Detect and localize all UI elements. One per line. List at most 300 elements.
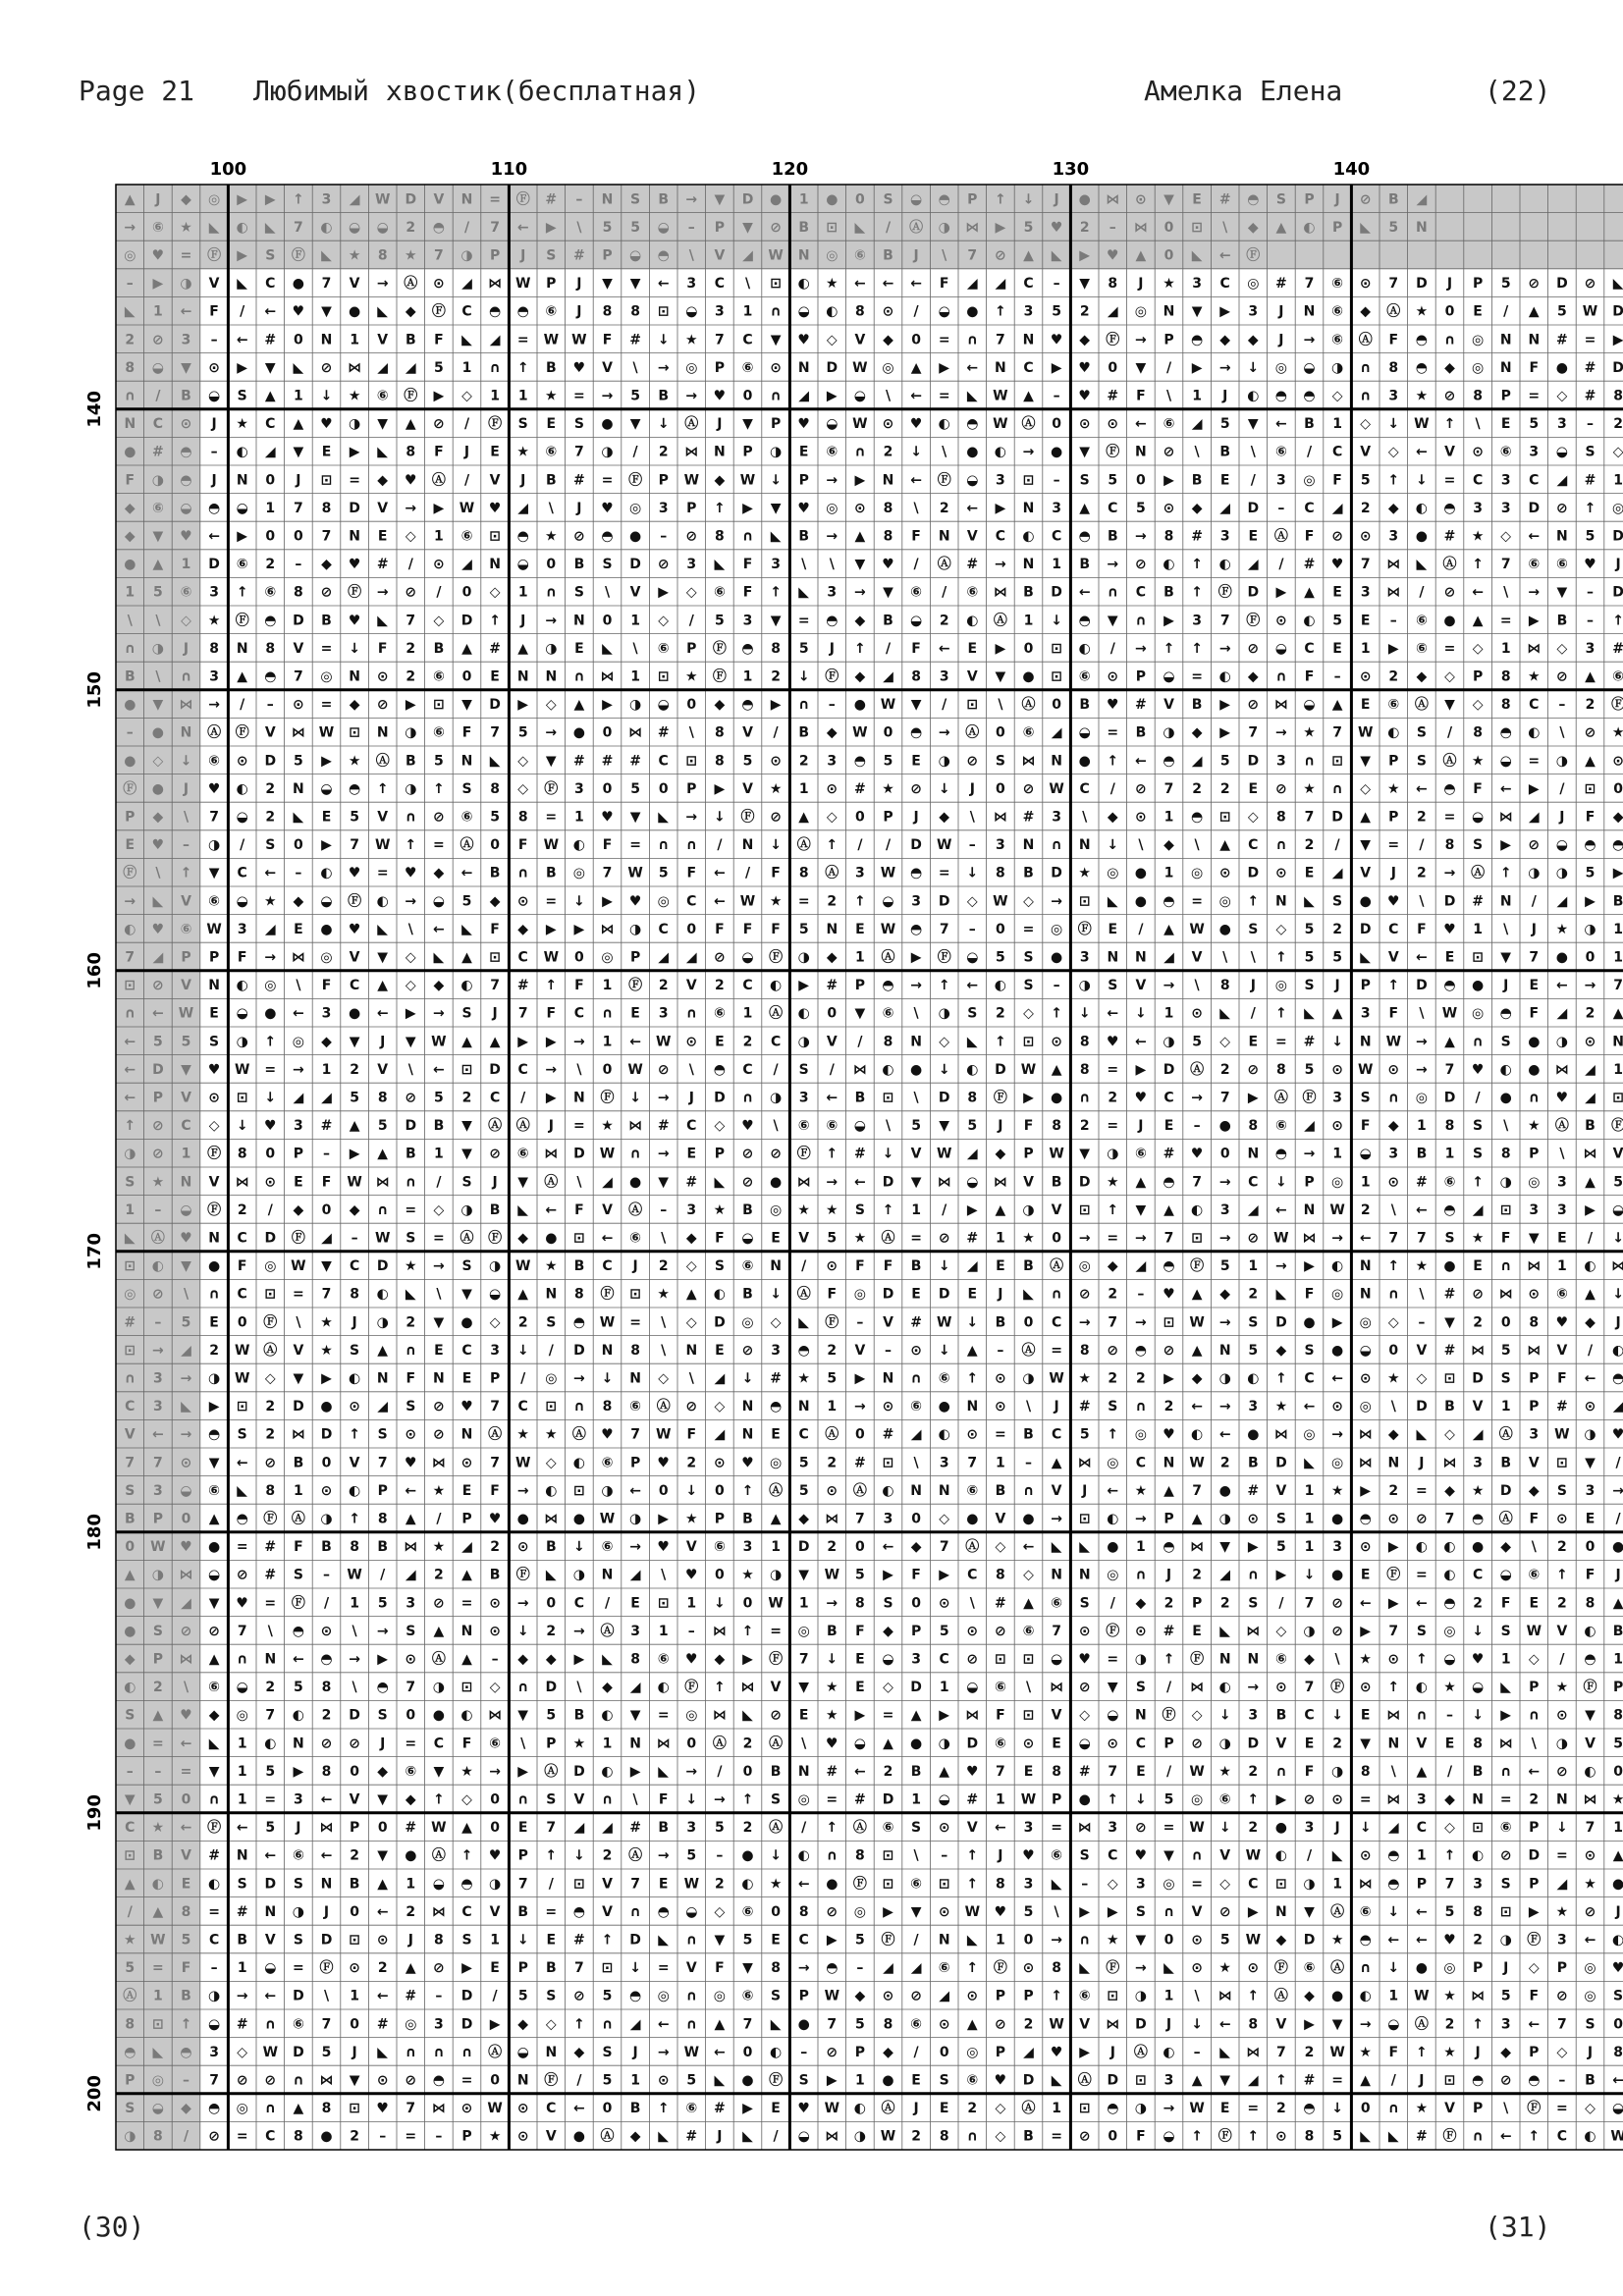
stitch-symbol: 7 <box>1192 1483 1202 1499</box>
stitch-symbol: ◢ <box>967 276 978 292</box>
stitch-symbol: ▶ <box>517 1764 528 1780</box>
stitch-symbol: ● <box>152 725 164 741</box>
stitch-symbol: ⊙ <box>883 1989 894 2004</box>
stitch-symbol: ↑ <box>1163 1652 1175 1668</box>
stitch-symbol: ▲ <box>1052 1062 1062 1078</box>
stitch-symbol: ◓ <box>320 1652 332 1668</box>
stitch-symbol: W <box>768 1595 783 1611</box>
stitch-symbol: ▲ <box>1136 248 1147 264</box>
stitch-symbol: / <box>1532 893 1538 909</box>
stitch-symbol: ▶ <box>798 978 809 993</box>
stitch-symbol: ◐ <box>1584 2129 1596 2145</box>
stitch-symbol: # <box>1472 893 1484 909</box>
stitch-symbol: ▲ <box>517 641 528 657</box>
stitch-symbol: ◆ <box>1108 810 1118 826</box>
stitch-symbol: ♥ <box>1472 1652 1485 1668</box>
stitch-symbol: ◓ <box>1079 529 1091 545</box>
stitch-symbol: ◐ <box>1303 613 1315 628</box>
stitch-symbol: ◎ <box>237 2101 248 2116</box>
stitch-symbol: 2 <box>1108 1287 1117 1303</box>
stitch-symbol: B <box>1585 2073 1596 2089</box>
stitch-symbol: P <box>1361 978 1371 993</box>
stitch-symbol: P <box>686 641 696 657</box>
row-number: 190 <box>84 1794 105 1832</box>
stitch-symbol: – <box>969 922 976 937</box>
stitch-symbol: ★ <box>208 613 221 628</box>
stitch-symbol: ● <box>405 1848 416 1864</box>
stitch-symbol: C <box>742 1062 752 1078</box>
stitch-symbol: ⊙ <box>181 416 192 432</box>
stitch-symbol: ◑ <box>460 248 472 264</box>
stitch-symbol: P <box>1192 1595 1202 1611</box>
stitch-symbol: ◒ <box>264 1960 276 1976</box>
stitch-symbol: → <box>377 1624 389 1639</box>
stitch-symbol: ★ <box>1135 1483 1148 1499</box>
stitch-symbol: 1 <box>350 332 359 347</box>
stitch-symbol: ▲ <box>406 416 416 432</box>
stitch-symbol: ⊡ <box>489 950 501 966</box>
stitch-symbol: C <box>546 2101 556 2116</box>
stitch-symbol: 2 <box>265 557 275 572</box>
overlap-cell <box>1576 185 1604 213</box>
stitch-symbol: ▼ <box>153 1595 164 1611</box>
stitch-symbol: / <box>1503 304 1509 320</box>
stitch-symbol: # <box>966 1231 978 1247</box>
stitch-symbol: ◆ <box>1248 332 1259 347</box>
stitch-symbol: B <box>1163 585 1174 601</box>
stitch-symbol: ⊡ <box>629 1287 641 1303</box>
stitch-symbol: Ⓐ <box>488 2044 502 2060</box>
stitch-symbol: ⊘ <box>995 1624 1006 1639</box>
stitch-symbol: S <box>1080 1848 1090 1864</box>
stitch-symbol: ▲ <box>377 1147 388 1162</box>
stitch-symbol: ◆ <box>1444 1483 1455 1499</box>
stitch-symbol: ▲ <box>377 1876 388 1892</box>
stitch-symbol: ⊡ <box>461 1680 473 1695</box>
stitch-symbol: ▼ <box>1163 1848 1174 1864</box>
stitch-symbol: ♥ <box>320 416 333 432</box>
stitch-symbol: 1 <box>911 1202 921 1218</box>
stitch-symbol: ▼ <box>715 191 726 207</box>
stitch-symbol: S <box>461 1933 471 1949</box>
stitch-symbol: 2 <box>265 1399 275 1415</box>
stitch-symbol: 3 <box>1529 1427 1539 1443</box>
stitch-symbol: S <box>265 837 275 853</box>
stitch-symbol: B <box>1023 585 1034 601</box>
stitch-symbol: ★ <box>1331 1933 1344 1949</box>
stitch-symbol: C <box>125 1399 135 1415</box>
stitch-symbol: N <box>181 725 192 741</box>
stitch-symbol: ◓ <box>1387 1848 1399 1864</box>
stitch-symbol: F <box>603 837 613 853</box>
stitch-symbol: ∩ <box>910 1371 921 1387</box>
stitch-symbol: ← <box>377 1989 389 2004</box>
stitch-symbol: W <box>1414 1989 1429 2004</box>
stitch-symbol: ↑ <box>966 1848 978 1864</box>
stitch-symbol: ↑ <box>826 1147 838 1162</box>
stitch-symbol: 0 <box>1052 1231 1061 1247</box>
stitch-symbol: ▶ <box>237 360 247 376</box>
stitch-symbol: ⊡ <box>658 669 670 685</box>
stitch-symbol: # <box>573 248 585 264</box>
stitch-symbol: ↑ <box>854 641 866 657</box>
stitch-symbol: ◐ <box>770 2045 782 2060</box>
stitch-symbol: S <box>911 1820 921 1836</box>
stitch-symbol: ◇ <box>827 810 838 826</box>
stitch-symbol: ▼ <box>798 1568 809 1583</box>
stitch-symbol: 0 <box>771 1904 781 1920</box>
stitch-symbol: ▲ <box>1136 1174 1147 1190</box>
stitch-symbol: D <box>489 697 501 713</box>
stitch-symbol: ♥ <box>1107 248 1119 264</box>
stitch-symbol: B <box>658 389 669 404</box>
stitch-symbol: → <box>1135 1960 1147 1976</box>
stitch-symbol: ★ <box>826 1708 839 1724</box>
stitch-symbol: ▲ <box>461 1568 472 1583</box>
stitch-symbol: ⋈ <box>432 1455 446 1470</box>
stitch-symbol: 7 <box>855 1512 865 1527</box>
stitch-symbol: ⊘ <box>1135 781 1147 797</box>
stitch-symbol: V <box>1052 1708 1062 1724</box>
stitch-symbol: B <box>546 866 557 881</box>
stitch-symbol: ▶ <box>658 1512 669 1527</box>
stitch-symbol: ← <box>573 2101 585 2116</box>
stitch-symbol: 8 <box>378 1512 388 1527</box>
stitch-symbol: ◆ <box>517 1652 528 1668</box>
stitch-symbol: ♥ <box>714 389 727 404</box>
stitch-symbol: Ⓐ <box>1190 1061 1204 1078</box>
stitch-symbol: 8 <box>1276 1062 1286 1078</box>
stitch-symbol: 3 <box>1361 585 1371 601</box>
stitch-symbol: ♥ <box>1078 389 1091 404</box>
stitch-symbol: ⑥ <box>826 1118 838 1134</box>
stitch-symbol: ⊘ <box>939 1231 950 1247</box>
stitch-symbol: ∩ <box>658 837 669 853</box>
stitch-symbol: P <box>153 1512 163 1527</box>
stitch-symbol: ⑥ <box>237 557 248 572</box>
stitch-symbol: ← <box>910 472 922 488</box>
stitch-symbol: ◆ <box>1276 1343 1287 1359</box>
stitch-symbol: ↑ <box>770 585 782 601</box>
stitch-symbol: ♥ <box>797 501 810 516</box>
stitch-symbol: ⋈ <box>1303 1231 1317 1247</box>
stitch-symbol: ▶ <box>321 837 332 853</box>
stitch-symbol: – <box>1109 220 1116 236</box>
stitch-symbol: N <box>377 1371 389 1387</box>
stitch-symbol: ⊙ <box>1079 416 1091 432</box>
stitch-symbol: ↓ <box>573 1848 585 1864</box>
stitch-symbol: B <box>1557 613 1568 628</box>
stitch-symbol: 1 <box>743 669 753 685</box>
stitch-symbol: ◣ <box>1360 2129 1371 2145</box>
stitch-symbol: ∩ <box>742 1091 753 1106</box>
stitch-symbol: ◒ <box>1107 1708 1118 1724</box>
stitch-symbol: 7 <box>1445 1062 1455 1078</box>
stitch-symbol: ⋈ <box>1527 1343 1541 1359</box>
stitch-symbol: ♥ <box>882 557 894 572</box>
stitch-symbol: 3 <box>1473 501 1483 516</box>
stitch-symbol: ▶ <box>434 389 445 404</box>
stitch-symbol: ◒ <box>320 781 332 797</box>
stitch-symbol: ← <box>1331 1371 1343 1387</box>
stitch-symbol: 0 <box>546 557 556 572</box>
footer-left-page: (30) <box>79 2211 144 2243</box>
stitch-symbol: Ⓕ <box>769 2072 783 2089</box>
stitch-symbol: = <box>658 1960 670 1976</box>
stitch-symbol: ⊘ <box>1079 1287 1091 1303</box>
stitch-symbol: F <box>1305 669 1315 685</box>
stitch-symbol: ↓ <box>966 866 978 881</box>
stitch-symbol: 8 <box>1248 1118 1258 1134</box>
overlap-cell <box>1576 240 1604 269</box>
stitch-symbol: ◒ <box>1443 1652 1455 1668</box>
stitch-symbol: V <box>350 1792 360 1808</box>
stitch-symbol: ▶ <box>1079 1904 1090 1920</box>
overlap-cell <box>1435 240 1464 269</box>
stitch-symbol: – <box>154 1764 161 1780</box>
stitch-symbol: ◑ <box>573 1568 585 1583</box>
stitch-symbol: ⊘ <box>1528 837 1540 853</box>
stitch-symbol: ▲ <box>1360 2073 1371 2089</box>
stitch-symbol: N <box>573 1091 585 1106</box>
stitch-symbol: ◢ <box>321 1231 332 1247</box>
stitch-symbol: \ <box>436 1287 442 1303</box>
stitch-symbol: ⋈ <box>1359 1427 1373 1443</box>
stitch-symbol: – <box>660 1202 667 1218</box>
stitch-symbol: 0 <box>743 2045 753 2060</box>
stitch-symbol: F <box>911 641 921 657</box>
stitch-symbol: ← <box>1528 529 1540 545</box>
stitch-symbol: ♥ <box>152 837 165 853</box>
stitch-symbol: ◣ <box>715 557 726 572</box>
stitch-symbol: F <box>238 1258 247 1274</box>
stitch-symbol: ⊘ <box>770 1147 782 1162</box>
stitch-symbol: ⋈ <box>1584 1792 1597 1808</box>
stitch-symbol: 0 <box>1052 416 1061 432</box>
stitch-symbol: → <box>124 893 135 909</box>
stitch-symbol: N <box>910 1034 922 1049</box>
stitch-symbol: ◐ <box>1387 725 1399 741</box>
stitch-symbol: ⋈ <box>1499 1287 1513 1303</box>
stitch-symbol: S <box>602 557 612 572</box>
stitch-symbol: ⊘ <box>742 1147 754 1162</box>
stitch-symbol: ⊙ <box>1219 866 1231 881</box>
stitch-symbol: ♥ <box>180 529 192 545</box>
stitch-symbol: 2 <box>827 1343 837 1359</box>
stitch-symbol: V <box>265 725 276 741</box>
stitch-symbol: Ⓐ <box>376 752 390 769</box>
stitch-symbol: ◇ <box>1023 1006 1034 1022</box>
stitch-symbol: ⊙ <box>1360 1539 1372 1555</box>
stitch-symbol: ◓ <box>1079 613 1091 628</box>
stitch-symbol: S <box>1023 950 1033 966</box>
stitch-symbol: ▶ <box>153 276 164 292</box>
stitch-symbol: / <box>1278 557 1284 572</box>
stitch-symbol: ● <box>124 753 135 769</box>
stitch-symbol: = <box>321 697 333 713</box>
stitch-symbol: ▼ <box>461 1147 472 1162</box>
stitch-symbol: \ <box>633 360 639 376</box>
stitch-symbol: 3 <box>434 2016 444 2032</box>
stitch-symbol: ◣ <box>125 1231 135 1247</box>
stitch-symbol: ◐ <box>1079 641 1091 657</box>
stitch-symbol: 8 <box>322 1764 332 1780</box>
stitch-symbol: D <box>1472 1371 1484 1387</box>
stitch-symbol: 1 <box>434 529 444 545</box>
stitch-symbol: / <box>1419 837 1425 853</box>
stitch-symbol: ⊙ <box>1191 1933 1203 1949</box>
stitch-symbol: W <box>431 1034 446 1049</box>
stitch-symbol: 3 <box>1388 1147 1398 1162</box>
stitch-symbol: ▶ <box>883 1904 893 1920</box>
stitch-symbol: ◒ <box>854 1735 866 1751</box>
stitch-symbol: C <box>350 1258 359 1274</box>
stitch-symbol: → <box>517 1483 529 1499</box>
stitch-symbol: F <box>434 332 444 347</box>
stitch-symbol: 7 <box>153 1455 163 1470</box>
stitch-symbol: 8 <box>125 2016 135 2032</box>
stitch-symbol: ● <box>1472 1539 1484 1555</box>
stitch-symbol: ↑ <box>181 2016 192 2032</box>
stitch-symbol: ▲ <box>1219 837 1230 853</box>
stitch-symbol: ◐ <box>854 2101 866 2116</box>
stitch-symbol: ▼ <box>996 669 1006 685</box>
stitch-symbol: E <box>911 2073 921 2089</box>
stitch-symbol: S <box>1248 1595 1258 1611</box>
stitch-symbol: ⊙ <box>939 1595 950 1611</box>
stitch-symbol: ◇ <box>209 1118 220 1134</box>
stitch-symbol: W <box>1329 1202 1344 1218</box>
stitch-symbol: F <box>209 304 219 320</box>
stitch-symbol: ▲ <box>461 641 472 657</box>
stitch-symbol: 3 <box>406 1595 415 1611</box>
stitch-symbol: ● <box>826 191 838 207</box>
stitch-symbol: \ <box>886 389 892 404</box>
stitch-symbol: ◐ <box>1584 1258 1596 1274</box>
stitch-symbol: ◐ <box>1163 557 1174 572</box>
stitch-symbol: 7 <box>1557 2016 1567 2032</box>
stitch-symbol: ↑ <box>517 360 529 376</box>
stitch-symbol: B <box>321 1539 332 1555</box>
stitch-symbol: ▲ <box>377 978 388 993</box>
stitch-symbol: ∩ <box>517 1680 528 1695</box>
stitch-symbol: ▼ <box>939 1118 949 1134</box>
stitch-symbol: ↑ <box>966 1960 978 1976</box>
stitch-symbol: E <box>771 1231 781 1247</box>
overlap-cell <box>1491 185 1520 213</box>
stitch-symbol: N <box>685 1343 697 1359</box>
stitch-symbol: ⊘ <box>658 1062 670 1078</box>
stitch-symbol: ◑ <box>629 697 641 713</box>
stitch-symbol: # <box>1107 389 1118 404</box>
stitch-symbol: ↑ <box>883 1202 894 1218</box>
stitch-symbol: V <box>350 276 360 292</box>
stitch-symbol: 3 <box>1501 472 1511 488</box>
stitch-symbol: ← <box>264 1989 276 2004</box>
stitch-symbol: D <box>1275 1455 1287 1470</box>
stitch-symbol: ▲ <box>153 557 164 572</box>
stitch-symbol: Ⓕ <box>1218 2128 1232 2145</box>
stitch-symbol: B <box>1444 1399 1455 1415</box>
stitch-symbol: S <box>630 191 640 207</box>
stitch-symbol: ⋈ <box>432 1904 446 1920</box>
stitch-symbol: ↓ <box>321 389 333 404</box>
stitch-symbol: F <box>743 585 753 601</box>
stitch-symbol: 2 <box>350 2129 359 2145</box>
stitch-symbol: ◑ <box>1331 1764 1343 1780</box>
stitch-symbol: \ <box>970 810 976 826</box>
stitch-symbol: J <box>716 416 722 432</box>
stitch-symbol: 8 <box>1529 1314 1539 1330</box>
stitch-symbol: 3 <box>686 276 696 292</box>
stitch-symbol: 2 <box>406 641 415 657</box>
stitch-symbol: E <box>911 753 921 769</box>
stitch-symbol: 2 <box>659 978 669 993</box>
stitch-symbol: ★ <box>320 1314 333 1330</box>
stitch-symbol: 8 <box>1501 697 1511 713</box>
stitch-symbol: ● <box>545 1231 557 1247</box>
stitch-symbol: 8 <box>1473 1735 1483 1751</box>
stitch-symbol: ▶ <box>827 389 838 404</box>
stitch-symbol: ♥ <box>995 2073 1007 2089</box>
stitch-symbol: ⋈ <box>180 697 193 713</box>
stitch-symbol: ⊙ <box>208 1091 220 1106</box>
stitch-symbol: ▶ <box>1023 1091 1034 1106</box>
stitch-symbol: N <box>883 1371 894 1387</box>
stitch-symbol: N <box>237 641 248 657</box>
stitch-symbol: ⋈ <box>601 669 615 685</box>
stitch-symbol: ↓ <box>939 781 950 797</box>
stitch-symbol: ∩ <box>798 697 809 713</box>
stitch-symbol: ⊙ <box>1275 613 1287 628</box>
stitch-symbol: # <box>237 1904 248 1920</box>
stitch-symbol: ▶ <box>1219 697 1230 713</box>
stitch-symbol: ● <box>1275 1820 1287 1836</box>
stitch-symbol: 7 <box>715 332 725 347</box>
stitch-symbol: ▲ <box>125 191 135 207</box>
stitch-symbol: 5 <box>855 2016 865 2032</box>
stitch-symbol: ▲ <box>461 1820 472 1836</box>
stitch-symbol: D <box>939 1287 950 1303</box>
stitch-symbol: ⊙ <box>966 1989 978 2004</box>
stitch-symbol: ♥ <box>293 304 305 320</box>
stitch-symbol: ↑ <box>854 893 866 909</box>
stitch-symbol: ⊘ <box>181 1624 192 1639</box>
stitch-symbol: 2 <box>1164 1595 1174 1611</box>
stitch-symbol: N <box>602 1568 614 1583</box>
stitch-symbol: 1 <box>827 1399 837 1415</box>
stitch-symbol: 7 <box>322 276 332 292</box>
stitch-symbol: B <box>883 613 893 628</box>
stitch-symbol: Ⓕ <box>853 1875 867 1892</box>
stitch-symbol: ⋈ <box>1499 1735 1513 1751</box>
stitch-symbol: 7 <box>406 1680 415 1695</box>
stitch-symbol: ◢ <box>1613 1399 1623 1415</box>
stitch-symbol: ⋈ <box>713 1708 727 1724</box>
stitch-symbol: 3 <box>771 1343 781 1359</box>
stitch-symbol: → <box>1079 1314 1091 1330</box>
stitch-symbol: ← <box>1219 2016 1231 2032</box>
stitch-symbol: ◇ <box>1023 893 1034 909</box>
stitch-symbol: ● <box>1079 753 1091 769</box>
stitch-symbol: 3 <box>996 837 1005 853</box>
stitch-symbol: 0 <box>855 810 865 826</box>
stitch-symbol: ↓ <box>237 1118 248 1134</box>
stitch-symbol: Ⓐ <box>965 1538 979 1555</box>
stitch-symbol: ★ <box>797 1202 810 1218</box>
stitch-symbol: S <box>1023 978 1033 993</box>
stitch-symbol: J <box>575 276 581 292</box>
